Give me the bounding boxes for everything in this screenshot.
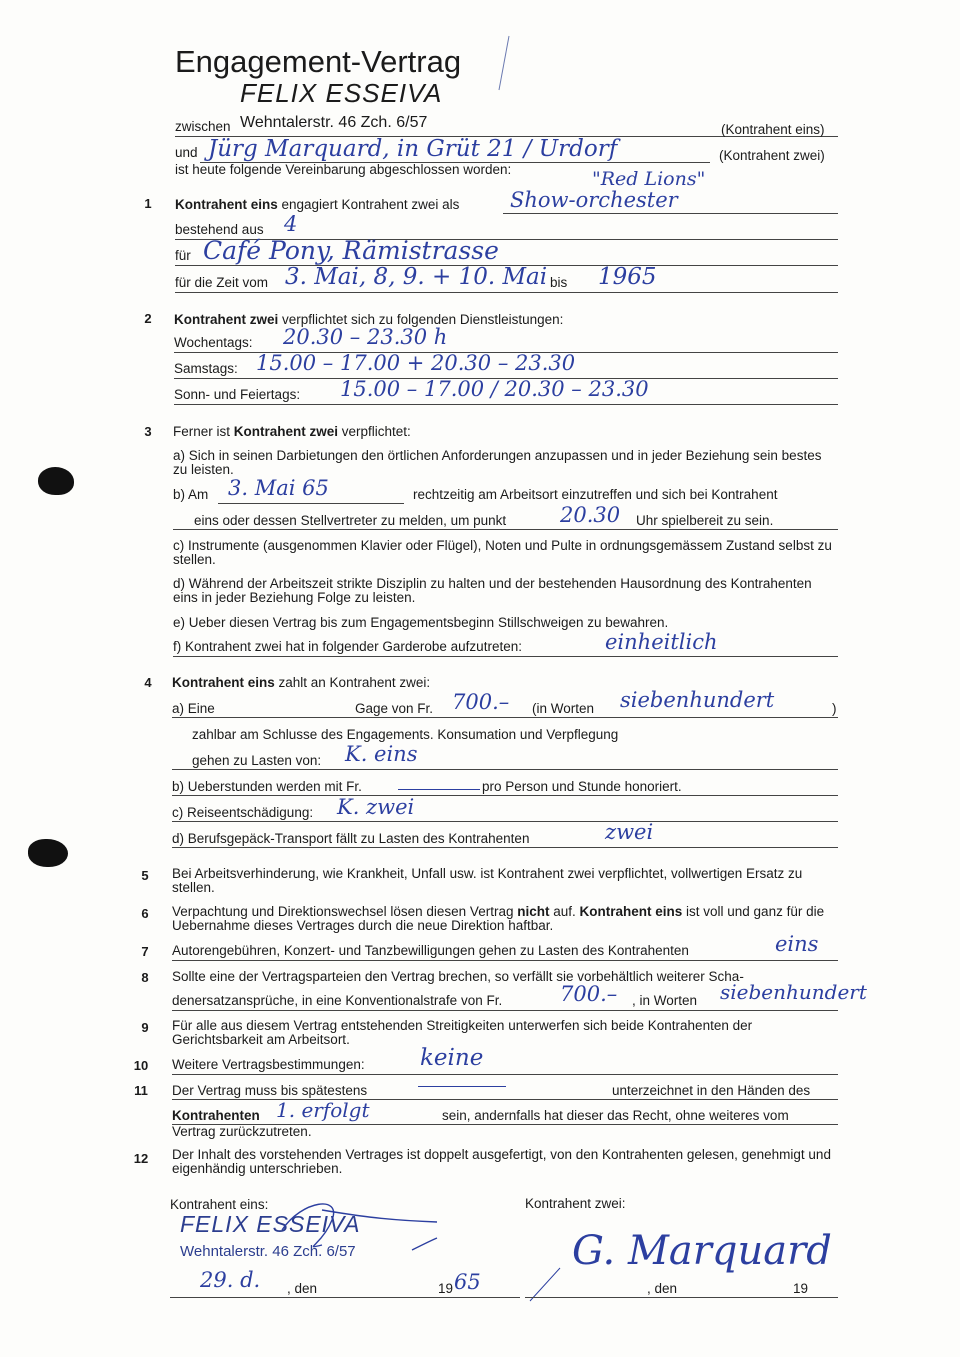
section-3b-text2: eins oder dessen Stellvertreter zu melden, um punkt xyxy=(194,513,507,528)
section-3b-text3: Uhr spielbereit zu sein. xyxy=(636,513,774,528)
section-number-6: 6 xyxy=(141,906,149,921)
document-title: Engagement-Vertrag xyxy=(175,44,462,79)
signature-one-den: , den xyxy=(287,1281,318,1296)
section-4-payable: zahlbar am Schlusse des Engagements. Konsumation und Verpflegung xyxy=(192,727,619,742)
agreement-text: ist heute folgende Vereinbarung abgeschlossen worden: xyxy=(175,162,512,177)
section-4a-gage: Gage von Fr. xyxy=(355,701,434,716)
for-label: für xyxy=(175,248,191,263)
section-3b-text1: rechtzeitig am Arbeitsort einzutreffen und sich bei Kontrahent xyxy=(413,487,778,502)
saturday-handwriting: 15.00 – 17.00 + 20.30 – 23.30 xyxy=(256,351,576,375)
section-3-intro: Ferner ist Kontrahent zwei verpflichtet: xyxy=(173,424,411,439)
section-4-intro: Kontrahent eins zahlt an Kontrahent zwei: xyxy=(172,675,431,690)
section-number-11: 11 xyxy=(134,1083,148,1098)
bis-label: bis xyxy=(550,275,568,290)
section-number-9: 9 xyxy=(141,1020,149,1035)
signature-one-date-handwriting: 29. d. xyxy=(200,1268,261,1292)
stamp-address: Wehntalerstr. 46 Zch. 6/57 xyxy=(180,1243,356,1260)
role-handwriting: Show-orchester xyxy=(510,188,678,212)
and-label: und xyxy=(175,145,198,160)
section-7-text: Autorengebühren, Konzert- und Tanzbewilligungen gehen zu Lasten des Kontrahenten xyxy=(172,943,689,958)
signature-one-label: Kontrahent eins: xyxy=(170,1197,269,1212)
section-number-8: 8 xyxy=(141,970,149,985)
weekday-handwriting: 20.30 – 23.30 h xyxy=(283,325,448,349)
section-3f: f) Kontrahent zwei hat in folgender Garderobe aufzutreten: xyxy=(173,639,522,654)
penalty-amount-handwriting: 700.– xyxy=(560,982,618,1006)
section-3b-am: b) Am xyxy=(173,487,209,502)
party-two-label: (Kontrahent zwei) xyxy=(719,148,825,163)
venue-handwriting: Café Pony, Rämistrasse xyxy=(203,236,499,265)
section-11-handwriting: 1. erfolgt xyxy=(276,1098,370,1122)
section-number-10: 10 xyxy=(133,1058,149,1073)
band-name-handwriting: "Red Lions" xyxy=(592,168,706,190)
sunday-handwriting: 15.00 – 17.00 / 20.30 – 23.30 xyxy=(340,377,649,401)
saturday-label: Samstags: xyxy=(174,361,238,376)
period-label: für die Zeit vom xyxy=(175,275,269,290)
section-4d-label: d) Berufsgepäck-Transport fällt zu Lasten des Kontrahenten xyxy=(172,831,530,846)
section-number-5: 5 xyxy=(141,868,149,883)
section-11-text1: Der Vertrag muss bis spätestens xyxy=(172,1083,368,1098)
wardrobe-handwriting: einheitlich xyxy=(605,630,718,654)
transport-handwriting: zwei xyxy=(605,820,654,844)
sunday-label: Sonn- und Feiertags: xyxy=(174,387,301,402)
section-4a-label: a) Eine xyxy=(172,701,215,716)
gage-words-handwriting: siebenhundert xyxy=(620,688,775,712)
section-3e: e) Ueber diesen Vertrag bis zum Engagementsbeginn Stillschweigen zu bewahren. xyxy=(173,615,669,630)
weekday-label: Wochentags: xyxy=(174,335,253,350)
section-number-1: 1 xyxy=(144,196,152,211)
section-3d: d) Während der Arbeitszeit strikte Disziplin zu halten und der bestehenden Hausordnung des Kontrahenten eins in jeder Beziehung Folge zu leisten. xyxy=(173,576,812,605)
period-handwriting: 3. Mai, 8, 9. + 10. Mai xyxy=(285,264,548,290)
section-2-intro: Kontrahent zwei verpflichtet sich zu folgenden Dienstleistungen: xyxy=(174,312,564,327)
signature-one-year-prefix: 19 xyxy=(438,1281,454,1296)
section-4a-words-label: (in Worten xyxy=(532,701,595,716)
section-11-text3: sein, andernfalls hat dieser das Recht, ohne weiteres vom xyxy=(442,1108,789,1123)
arrival-time-handwriting: 20.30 xyxy=(560,503,621,527)
gage-amount-handwriting: 700.– xyxy=(452,690,510,714)
section-7-handwriting: eins xyxy=(775,932,819,956)
party-two-handwriting: Jürg Marquard, in Grüt 21 / Urdorf xyxy=(208,136,618,162)
section-4b-rest: pro Person und Stunde honoriert. xyxy=(482,779,682,794)
stamp-name: FELIX ESSEIVA xyxy=(180,1211,361,1237)
section-4c-label: c) Reiseentschädigung: xyxy=(172,805,314,820)
section-8-words-label: , in Worten xyxy=(632,993,698,1008)
punch-hole-bottom xyxy=(28,839,68,867)
section-10-text: Weitere Vertragsbestimmungen: xyxy=(172,1057,365,1072)
signature-two-den: , den xyxy=(647,1281,678,1296)
section-number-3: 3 xyxy=(144,424,152,439)
consisting-label: bestehend aus xyxy=(175,222,264,237)
signature-two-label: Kontrahent zwei: xyxy=(525,1196,626,1211)
pen-stroke-mark xyxy=(495,34,515,94)
section-11-text2: unterzeichnet in den Händen des xyxy=(612,1083,811,1098)
signature-slash-mark xyxy=(525,1265,565,1305)
further-terms-handwriting: keine xyxy=(420,1045,484,1071)
consisting-handwriting: 4 xyxy=(284,212,298,236)
section-8-text2: denersatzansprüche, in eine Konventionalstrafe von Fr. xyxy=(172,993,503,1008)
section-9-text: Für alle aus diesem Vertrag entstehenden Streitigkeiten unterwerfen sich beide Kontrahenten der Gerichtsbarkeit am Arbeitsort. xyxy=(172,1018,753,1047)
between-label: zwischen xyxy=(175,119,231,134)
section-number-2: 2 xyxy=(144,311,152,326)
signature-two-year-prefix: 19 xyxy=(793,1281,809,1296)
signature-two-handwriting: G. Marquard xyxy=(572,1228,832,1274)
section-4-costs-label: gehen zu Lasten von: xyxy=(192,753,322,768)
between-address: Wehntalerstr. 46 Zch. 6/57 xyxy=(240,114,428,131)
section-6-text: Verpachtung und Direktionswechsel lösen diesen Vertrag nicht auf. Kontrahent eins ist voll und ganz für die Uebernahme dieses Vertrages durch die neue Direktion haftbar. xyxy=(172,904,825,933)
section-3a: a) Sich in seinen Darbietungen den örtlichen Anforderungen anzupassen und in jeder Beziehung sein bestes zu leisten. xyxy=(173,448,822,477)
section-11-bold: Kontrahenten xyxy=(172,1108,260,1123)
signature-one-year-handwriting: 65 xyxy=(454,1270,481,1294)
section-8-text1: Sollte eine der Vertragsparteien den Vertrag brechen, so verfällt sie vorbehältlich weiterer Scha- xyxy=(172,969,744,984)
costs-handwriting: K. eins xyxy=(345,742,418,766)
arrival-date-handwriting: 3. Mai 65 xyxy=(228,476,329,500)
signature-one-scribble xyxy=(262,1190,452,1270)
section-3c: c) Instrumente (ausgenommen Klavier oder Flügel), Noten und Pulte in ordnungsgemässem Zustand selbst zu stellen. xyxy=(173,538,832,567)
section-11-text4: Vertrag zurückzutreten. xyxy=(172,1124,312,1139)
penalty-words-handwriting: siebenhundert xyxy=(720,980,867,1004)
section-4a-close: ) xyxy=(832,701,837,716)
section-1-intro: Kontrahent eins engagiert Kontrahent zwei als xyxy=(175,197,460,212)
party-one-label: (Kontrahent eins) xyxy=(721,122,825,137)
year-handwriting: 1965 xyxy=(598,264,657,290)
travel-costs-handwriting: K. zwei xyxy=(337,795,415,819)
section-12-text: Der Inhalt des vorstehenden Vertrages ist doppelt ausgefertigt, von den Kontrahenten gelesen, genehmigt und eigenhändig unterschrieben. xyxy=(172,1147,831,1176)
section-number-7: 7 xyxy=(141,944,149,959)
punch-hole-top xyxy=(38,467,74,495)
section-4b-label: b) Ueberstunden werden mit Fr. xyxy=(172,779,362,794)
section-5-text: Bei Arbeitsverhinderung, wie Krankheit, Unfall usw. ist Kontrahent zwei verpflichtet, vollwertigen Ersatz zu stellen. xyxy=(172,866,803,895)
section-number-12: 12 xyxy=(133,1151,149,1166)
section-number-4: 4 xyxy=(144,675,152,690)
company-name: FELIX ESSEIVA xyxy=(240,78,443,108)
